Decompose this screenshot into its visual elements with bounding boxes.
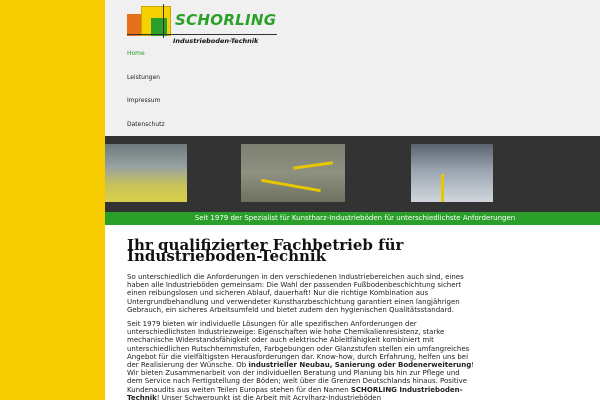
logo-name: SCHORLING: [175, 11, 277, 29]
slogan-banner: Seit 1979 der Spezialist für Kunstharz-Industrieböden für unterschiedlichste Anforderungen: [105, 212, 600, 225]
intro-paragraph: So unterschiedlich die Anforderungen in den verschiedenen Industriebereichen auch sind, eines haben alle Industrieböden gemeinsam: Die Wahl der passenden Fußbodenbeschichtung sichert einen reibungslosen und sicheren Ablauf, dauerhaft! Nur die richtige Kombination aus Untergrundbehandlung und verwendeter Kunstharzbeschichtung garantiert einen langjährigen Gebrauch, ein sicheres Arbeitsumfeld und bietet zudem den hygienischen Qualitätsstandard.: [127, 273, 464, 314]
text-segment: ! Wir bieten Zusammenarbeit von der individuellen Beratung und Planung bis hin zur Pflege und dem Service nach Fertigstellung der Böden; weit über die Grenzen Deutschlands hinaus. Positive Kundenaudits aus weiten Teilen Europas stehen für den Namen: [127, 361, 475, 394]
nav-item-home[interactable]: Home: [127, 50, 145, 57]
text-segment: Seit 1979 bieten wir individuelle Lösungen für alle spezifischen Anforderungen der unterschiedlichsten Industriezweige: Eigenschaften wie hohe Chemikalienresistenz, starke mechanische Widerstandsfähigkeit oder auch elektrische Ableitfähigkeit kombiniert mit unterschiedlichen Rutschhemmstufen, Farbgebungen oder Glanzstufen stellen ein umfangreiches Angebot für die vielfältigsten Herausforderungen dar. Know-how, durch Erfahrung, helfen uns bei der Realisierung der Wünsche. Ob: [127, 320, 470, 370]
nav-item-datenschutz[interactable]: Datenschutz: [127, 120, 165, 128]
services-paragraph: [127, 320, 477, 400]
bold-text: industrieller Neubau, Sanierung oder Bodenerweiterung: [248, 361, 472, 370]
photo-stripe: [441, 174, 444, 202]
site-header: [105, 0, 600, 136]
text-segment: ! Unser Schwerpunkt ist die Arbeit mit Acrylharz-Industrieböden: [156, 393, 382, 400]
nav-item-impressum[interactable]: Impressum: [127, 97, 161, 104]
page-title: Ihr qualifizierter Fachbetrieb für Industrieboden-Technik: [127, 236, 404, 265]
logo-line-vertical: [163, 4, 164, 38]
photo-gallery: [105, 136, 600, 212]
photo-warehouse-hall[interactable]: [411, 144, 493, 202]
photo-stripe: [261, 179, 321, 192]
nav-item-leistungen[interactable]: Leistungen: [127, 73, 160, 81]
main-nav: [127, 48, 247, 142]
logo-line-horizontal: [127, 34, 277, 35]
bold-text: SCHORLING Industrieboden-Technik: [127, 385, 463, 400]
page: [105, 0, 600, 400]
photo-floor-markings[interactable]: [241, 144, 345, 202]
main-content: [127, 236, 477, 400]
logo[interactable]: [127, 4, 287, 46]
photo-industrial-kitchen[interactable]: [105, 144, 187, 202]
logo-subtitle: Industrieboden-Technik: [173, 37, 259, 45]
photo-stripe: [293, 161, 333, 170]
